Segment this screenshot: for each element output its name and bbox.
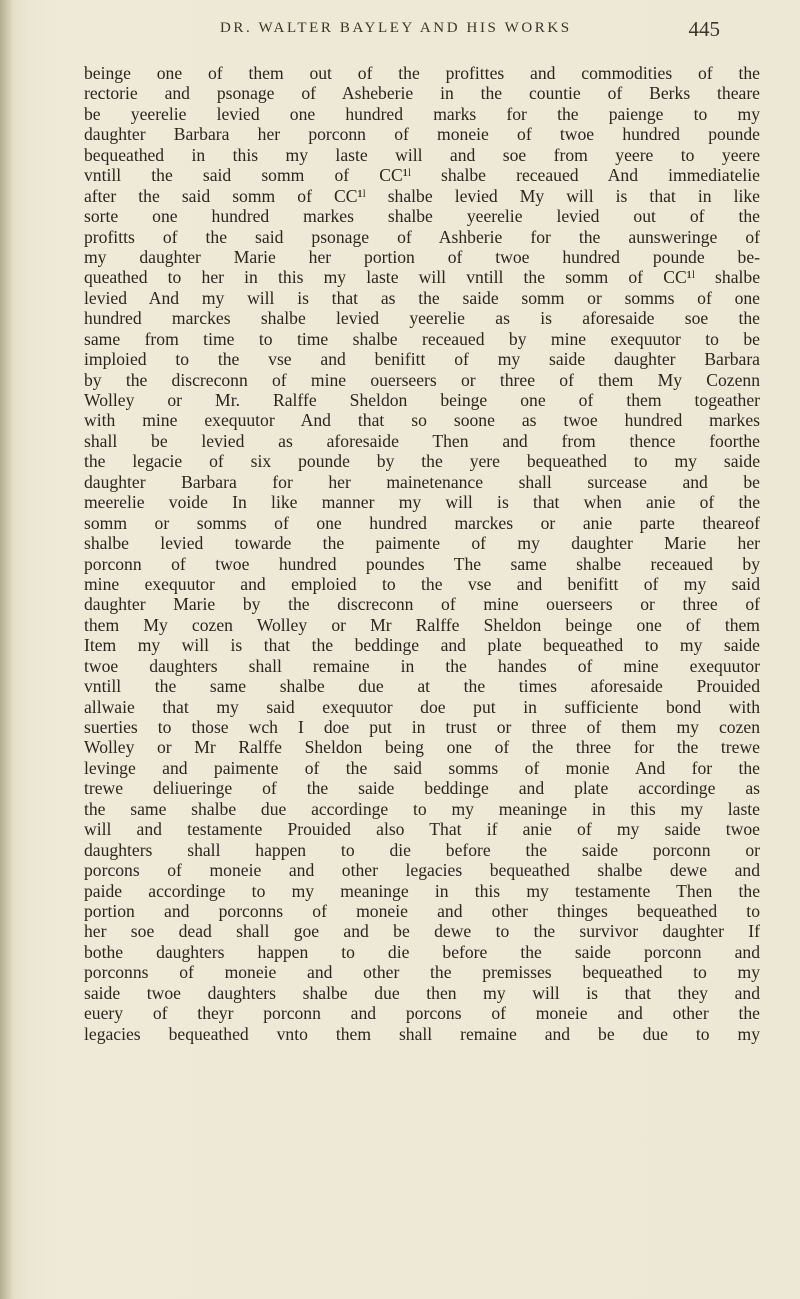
text-line: my daughter Marie her portion of twoe hundred pounde be- [84,246,760,267]
body-text [84,63,760,1044]
text-line: twoe daughters shall remaine in the handes of mine exequutor [84,655,760,676]
text-line: paide accordinge to my meaninge in this my testamente Then the [84,880,760,901]
text-line: somm or somms of one hundred marckes or anie parte theareof [84,512,760,533]
text-line: vntill the same shalbe due at the times aforesaide Prouided [84,676,760,697]
page-number: 445 [688,17,720,41]
text-line: hundred marckes shalbe levied yeerelie as is aforesaide soe the [84,308,760,329]
text-line: daughter Barbara her porconn of moneie of twoe hundred pounde [84,124,760,145]
text-line: imploied to the vse and benifitt of my saide daughter Barbara [84,349,760,370]
text-line: Wolley or Mr. Ralffe Sheldon beinge one of them togeather [84,390,760,410]
text-line: beinge one of them out of the profittes and commodities of the [84,63,760,83]
text-line: meerelie voide In like manner my will is that when anie of the [84,492,760,513]
text-line: saide twoe daughters shalbe due then my will is that they and [84,982,760,1003]
text-line: will and testamente Prouided also That if anie of my saide twoe [84,819,760,840]
text-line: be yeerelie levied one hundred marks for the paienge to my [84,103,760,124]
text-line: same from time to time shalbe receaued by mine exequutor to be [84,328,760,349]
text-line: portion and porconns of moneie and other thinges bequeathed to [84,900,760,921]
text-line: sorte one hundred markes shalbe yeerelie levied out of the [84,206,760,227]
text-line: the same shalbe due accordinge to my meaninge in this my laste [84,798,760,819]
text-line: Item my will is that the beddinge and plate bequeathed to my saide [84,635,760,656]
text-line: levied And my will is that as the saide somm or somms of one [84,287,760,308]
text-line: after the said somm of CC¹ˡ shalbe levied My will is that in like [84,185,760,206]
text-line: daughters shall happen to die before the saide porconn or [84,839,760,860]
text-line: profitts of the said psonage of Ashberie for the aunsweringe of [84,226,760,247]
text-line: porconns of moneie and other the premisses bequeathed to my [84,962,760,983]
text-line: suerties to those wch I doe put in trust or three of them my cozen [84,717,760,737]
running-title: DR. WALTER BAYLEY AND HIS WORKS [220,20,572,36]
text-line: bequeathed in this my laste will and soe from yeere to yeere [84,144,760,165]
text-line: trewe deliueringe of the saide beddinge and plate accordinge as [84,778,760,799]
text-line: bothe daughters happen to die before the saide porconn and [84,941,760,962]
text-line: them My cozen Wolley or Mr Ralffe Sheldon beinge one of them [84,614,760,635]
text-line: mine exequutor and emploied to the vse and benifitt of my said [84,573,760,594]
text-line: porconn of twoe hundred poundes The same shalbe receaued by [84,553,760,574]
running-head [220,17,720,50]
text-line: her soe dead shall goe and be dewe to the survivor daughter If [84,921,760,942]
text-line: the legacie of six pounde by the yere bequeathed to my saide [84,451,760,472]
text-line: queathed to her in this my laste will vntill the somm of CC¹ˡ shalbe [84,267,760,288]
text-line: porcons of moneie and other legacies bequeathed shalbe dewe and [84,860,760,881]
text-line: vntill the said somm of CC¹ˡ shalbe receaued And immediatelie [84,165,760,186]
text-line: shall be levied as aforesaide Then and from thence foorthe [84,430,760,451]
text-line: with mine exequutor And that so soone as twoe hundred markes [84,410,760,431]
text-line: allwaie that my said exequutor doe put in sufficiente bond with [84,696,760,717]
text-line: shalbe levied towarde the paimente of my daughter Marie her [84,533,760,554]
text-line: rectorie and psonage of Asheberie in the countie of Berks theare [84,83,760,104]
page-gutter-shadow [0,0,14,1299]
text-line: Wolley or Mr Ralffe Sheldon being one of the three for the trewe [84,737,760,758]
text-line: daughter Barbara for her mainetenance shall surcease and be [84,471,760,492]
text-line: daughter Marie by the discreconn of mine ouerseers or three of [84,594,760,615]
text-line: by the discreconn of mine ouerseers or three of them My Cozenn [84,369,760,390]
text-line: levinge and paimente of the said somms of monie And for the [84,757,760,778]
text-line: euery of theyr porconn and porcons of moneie and other the [84,1003,760,1024]
text-line: legacies bequeathed vnto them shall remaine and be due to my [84,1023,760,1044]
